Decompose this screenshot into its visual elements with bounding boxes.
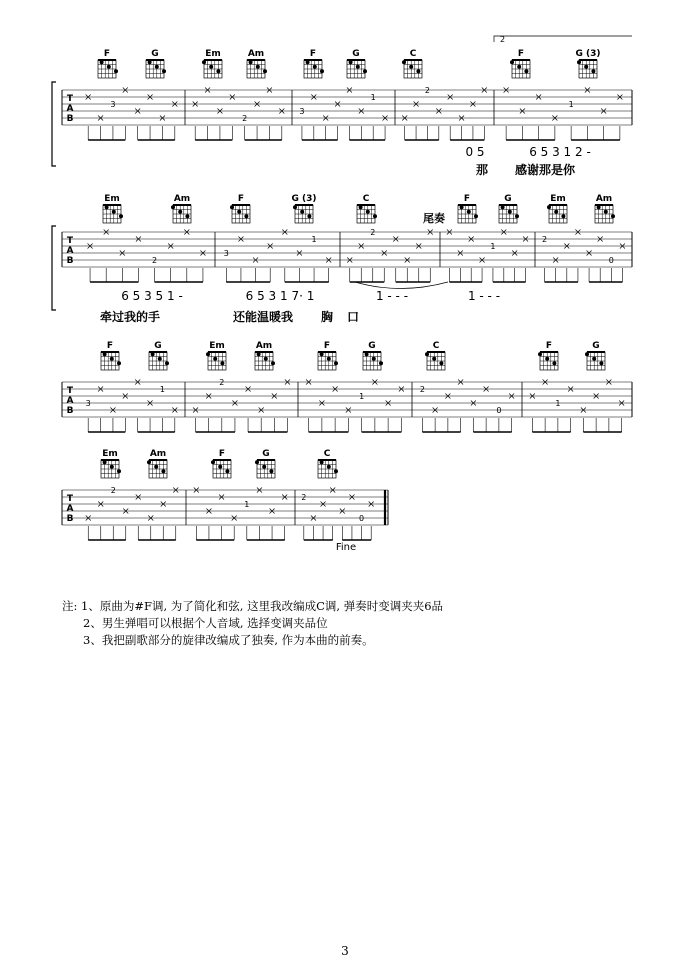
finger-dot xyxy=(409,65,413,69)
jianpu-notes: 6 5 3 5 1 - xyxy=(121,289,183,303)
tab-label-t: T xyxy=(66,494,74,504)
finger-dot xyxy=(119,214,123,218)
chord-name: Am xyxy=(255,341,273,351)
jianpu-notes: 6 5 3 1 7· 1 xyxy=(245,289,315,303)
fret-number: 1 xyxy=(311,235,317,244)
finger-dot xyxy=(216,69,220,73)
finger-dot xyxy=(107,65,111,69)
finger-dot xyxy=(334,361,338,365)
chord-name: F xyxy=(517,49,525,59)
finger-dot xyxy=(264,357,268,361)
chord-name: F xyxy=(106,341,114,351)
volta-bracket xyxy=(494,36,632,42)
chord-name: G (3) xyxy=(291,194,317,204)
finger-dot xyxy=(148,60,152,64)
finger-dot xyxy=(327,465,331,469)
finger-dot xyxy=(517,65,521,69)
chord-name: C xyxy=(409,49,417,59)
system-bracket xyxy=(52,82,56,166)
chord-name: F xyxy=(103,49,111,59)
chord-name: F xyxy=(218,449,226,459)
finger-dot xyxy=(158,357,162,361)
jianpu-notes: 1 - - - xyxy=(375,289,409,303)
finger-dot xyxy=(334,469,338,473)
finger-dot xyxy=(366,210,370,214)
finger-dot xyxy=(356,65,360,69)
page-number: 3 xyxy=(341,944,349,958)
chord-name: Em xyxy=(209,341,225,351)
finger-dot xyxy=(103,352,107,356)
footnote-3: 3、我把副歌部分的旋律改编成了独奏, 作为本曲的前奏。 xyxy=(83,633,374,647)
chord-name: Em xyxy=(205,49,221,59)
finger-dot xyxy=(561,214,565,218)
finger-dot xyxy=(460,205,464,209)
volta-number: 2 xyxy=(500,35,506,44)
lyric-1: 牵过我的手 xyxy=(99,310,161,324)
finger-dot xyxy=(416,69,420,73)
fret-number: 1 xyxy=(490,242,496,251)
finger-dot xyxy=(585,352,589,356)
finger-dot xyxy=(271,361,275,365)
finger-dot xyxy=(604,210,608,214)
finger-dot xyxy=(161,469,165,473)
chord-name: Em xyxy=(104,194,120,204)
finger-dot xyxy=(599,361,603,365)
finger-dot xyxy=(185,214,189,218)
footnotes xyxy=(62,598,443,649)
fret-number: 2 xyxy=(370,228,376,237)
finger-dot xyxy=(597,205,601,209)
finger-dot xyxy=(209,65,213,69)
fret-number: 3 xyxy=(299,107,305,116)
fret-number: 2 xyxy=(242,114,248,123)
finger-dot xyxy=(313,65,317,69)
footnote-2: 2、男生弹唱可以根据个人音域, 选择变调夹品位 xyxy=(83,616,328,630)
finger-dot xyxy=(402,60,406,64)
finger-dot xyxy=(213,357,217,361)
finger-dot xyxy=(154,465,158,469)
finger-dot xyxy=(515,214,519,218)
finger-dot xyxy=(178,210,182,214)
jianpu-notes: 1 - - - xyxy=(467,289,501,303)
fret-number: 1 xyxy=(159,385,165,394)
finger-dot xyxy=(165,361,169,365)
finger-dot xyxy=(103,460,107,464)
finger-dot xyxy=(474,214,478,218)
tab-label-t: T xyxy=(66,236,74,246)
finger-dot xyxy=(320,69,324,73)
chord-name: G xyxy=(504,194,512,204)
chord-name: G xyxy=(592,341,600,351)
chord-name: Am xyxy=(595,194,613,204)
finger-dot xyxy=(100,60,104,64)
finger-dot xyxy=(263,69,267,73)
chord-name: F xyxy=(323,341,331,351)
finger-dot xyxy=(257,352,261,356)
fret-number: 1 xyxy=(244,500,250,509)
finger-dot xyxy=(545,357,549,361)
tab-label-a: A xyxy=(66,104,74,114)
tab-label-b: B xyxy=(66,406,74,416)
finger-dot xyxy=(327,357,331,361)
chord-name: C xyxy=(362,194,370,204)
finger-dot xyxy=(510,60,514,64)
chord-name: G xyxy=(151,49,159,59)
lyric-2: 感谢那是你 xyxy=(514,163,576,177)
finger-dot xyxy=(592,357,596,361)
tab-label-a: A xyxy=(66,396,74,406)
finger-dot xyxy=(171,205,175,209)
finger-dot xyxy=(425,352,429,356)
fret-number: 3 xyxy=(110,100,116,109)
finger-dot xyxy=(206,352,210,356)
chord-name: F xyxy=(545,341,553,351)
tie-arc xyxy=(355,282,448,289)
fret-number: 2 xyxy=(419,385,425,394)
finger-dot xyxy=(147,460,151,464)
finger-dot xyxy=(320,352,324,356)
finger-dot xyxy=(307,214,311,218)
finger-dot xyxy=(611,214,615,218)
finger-dot xyxy=(538,352,542,356)
fret-number: 0 xyxy=(608,256,614,265)
tab-label-b: B xyxy=(66,256,74,266)
finger-dot xyxy=(467,210,471,214)
tab-label-b: B xyxy=(66,514,74,524)
fret-number: 2 xyxy=(424,86,430,95)
finger-dot xyxy=(220,361,224,365)
fret-number: 3 xyxy=(223,249,229,258)
fret-number: 3 xyxy=(85,399,91,408)
fret-number: 1 xyxy=(568,100,574,109)
system-bracket xyxy=(52,226,56,310)
jianpu-notes: 6 5 3 1 2 - xyxy=(529,145,591,159)
finger-dot xyxy=(255,460,259,464)
chord-name: C xyxy=(323,449,331,459)
fret-number: 1 xyxy=(359,392,365,401)
finger-dot xyxy=(155,65,159,69)
tab-label-a: A xyxy=(66,504,74,514)
finger-dot xyxy=(114,69,118,73)
fret-number: 2 xyxy=(542,235,548,244)
finger-dot xyxy=(269,469,273,473)
fret-number: 1 xyxy=(555,399,561,408)
chord-name: G xyxy=(262,449,270,459)
finger-dot xyxy=(262,465,266,469)
fret-number: 2 xyxy=(152,256,158,265)
section-label-outro: 尾奏 xyxy=(423,212,445,225)
finger-dot xyxy=(365,352,369,356)
fret-number: 0 xyxy=(359,514,365,523)
finger-dot xyxy=(256,65,260,69)
finger-dot xyxy=(524,69,528,73)
finger-dot xyxy=(117,361,121,365)
chord-name: Am xyxy=(173,194,191,204)
tab-label-b: B xyxy=(66,114,74,124)
finger-dot xyxy=(293,205,297,209)
finger-dot xyxy=(230,205,234,209)
fret-number: 2 xyxy=(110,486,116,495)
finger-dot xyxy=(306,60,310,64)
fret-number: 1 xyxy=(370,93,376,102)
finger-dot xyxy=(373,214,377,218)
finger-dot xyxy=(225,469,229,473)
finger-dot xyxy=(372,357,376,361)
finger-dot xyxy=(112,210,116,214)
finger-dot xyxy=(577,60,581,64)
finger-dot xyxy=(439,361,443,365)
lyric-3: 胸 xyxy=(320,310,334,324)
chord-name: G xyxy=(154,341,162,351)
tab-label-t: T xyxy=(66,386,74,396)
finger-dot xyxy=(202,60,206,64)
fine-marking: Fine xyxy=(335,542,357,553)
finger-dot xyxy=(554,210,558,214)
chord-name: Em xyxy=(550,194,566,204)
chord-name: G (3) xyxy=(575,49,601,59)
chord-name: Am xyxy=(149,449,167,459)
finger-dot xyxy=(249,60,253,64)
tab-label-t: T xyxy=(66,94,74,104)
finger-dot xyxy=(591,69,595,73)
finger-dot xyxy=(211,460,215,464)
finger-dot xyxy=(501,205,505,209)
fret-number: 0 xyxy=(496,406,502,415)
finger-dot xyxy=(349,60,353,64)
chord-name: Am xyxy=(247,49,265,59)
chord-name: C xyxy=(432,341,440,351)
chord-name: F xyxy=(237,194,245,204)
finger-dot xyxy=(379,361,383,365)
chord-name: F xyxy=(309,49,317,59)
finger-dot xyxy=(320,460,324,464)
lyric-4: 口 xyxy=(346,310,360,324)
chord-name: F xyxy=(463,194,471,204)
finger-dot xyxy=(244,214,248,218)
lyric-2: 还能温暖我 xyxy=(232,310,294,324)
tab-label-a: A xyxy=(66,246,74,256)
fret-number: 2 xyxy=(301,493,307,502)
finger-dot xyxy=(552,361,556,365)
chord-name: G xyxy=(352,49,360,59)
lyric-1: 那 xyxy=(475,163,489,177)
chord-name: G xyxy=(368,341,376,351)
finger-dot xyxy=(162,69,166,73)
finger-dot xyxy=(117,469,121,473)
finger-dot xyxy=(151,352,155,356)
footnote-1: 注: 1、原曲为#F调, 为了简化和弦, 这里我改编成C调, 弹奏时变调夹夹6品 xyxy=(62,599,444,613)
finger-dot xyxy=(300,210,304,214)
finger-dot xyxy=(508,210,512,214)
jianpu-pickup: 0 5 xyxy=(465,145,485,159)
chord-name: Em xyxy=(102,449,118,459)
finger-dot xyxy=(105,205,109,209)
finger-dot xyxy=(237,210,241,214)
finger-dot xyxy=(218,465,222,469)
finger-dot xyxy=(584,65,588,69)
finger-dot xyxy=(363,69,367,73)
finger-dot xyxy=(110,465,114,469)
finger-dot xyxy=(359,205,363,209)
finger-dot xyxy=(432,357,436,361)
fret-number: 2 xyxy=(219,378,225,387)
finger-dot xyxy=(110,357,114,361)
finger-dot xyxy=(547,205,551,209)
